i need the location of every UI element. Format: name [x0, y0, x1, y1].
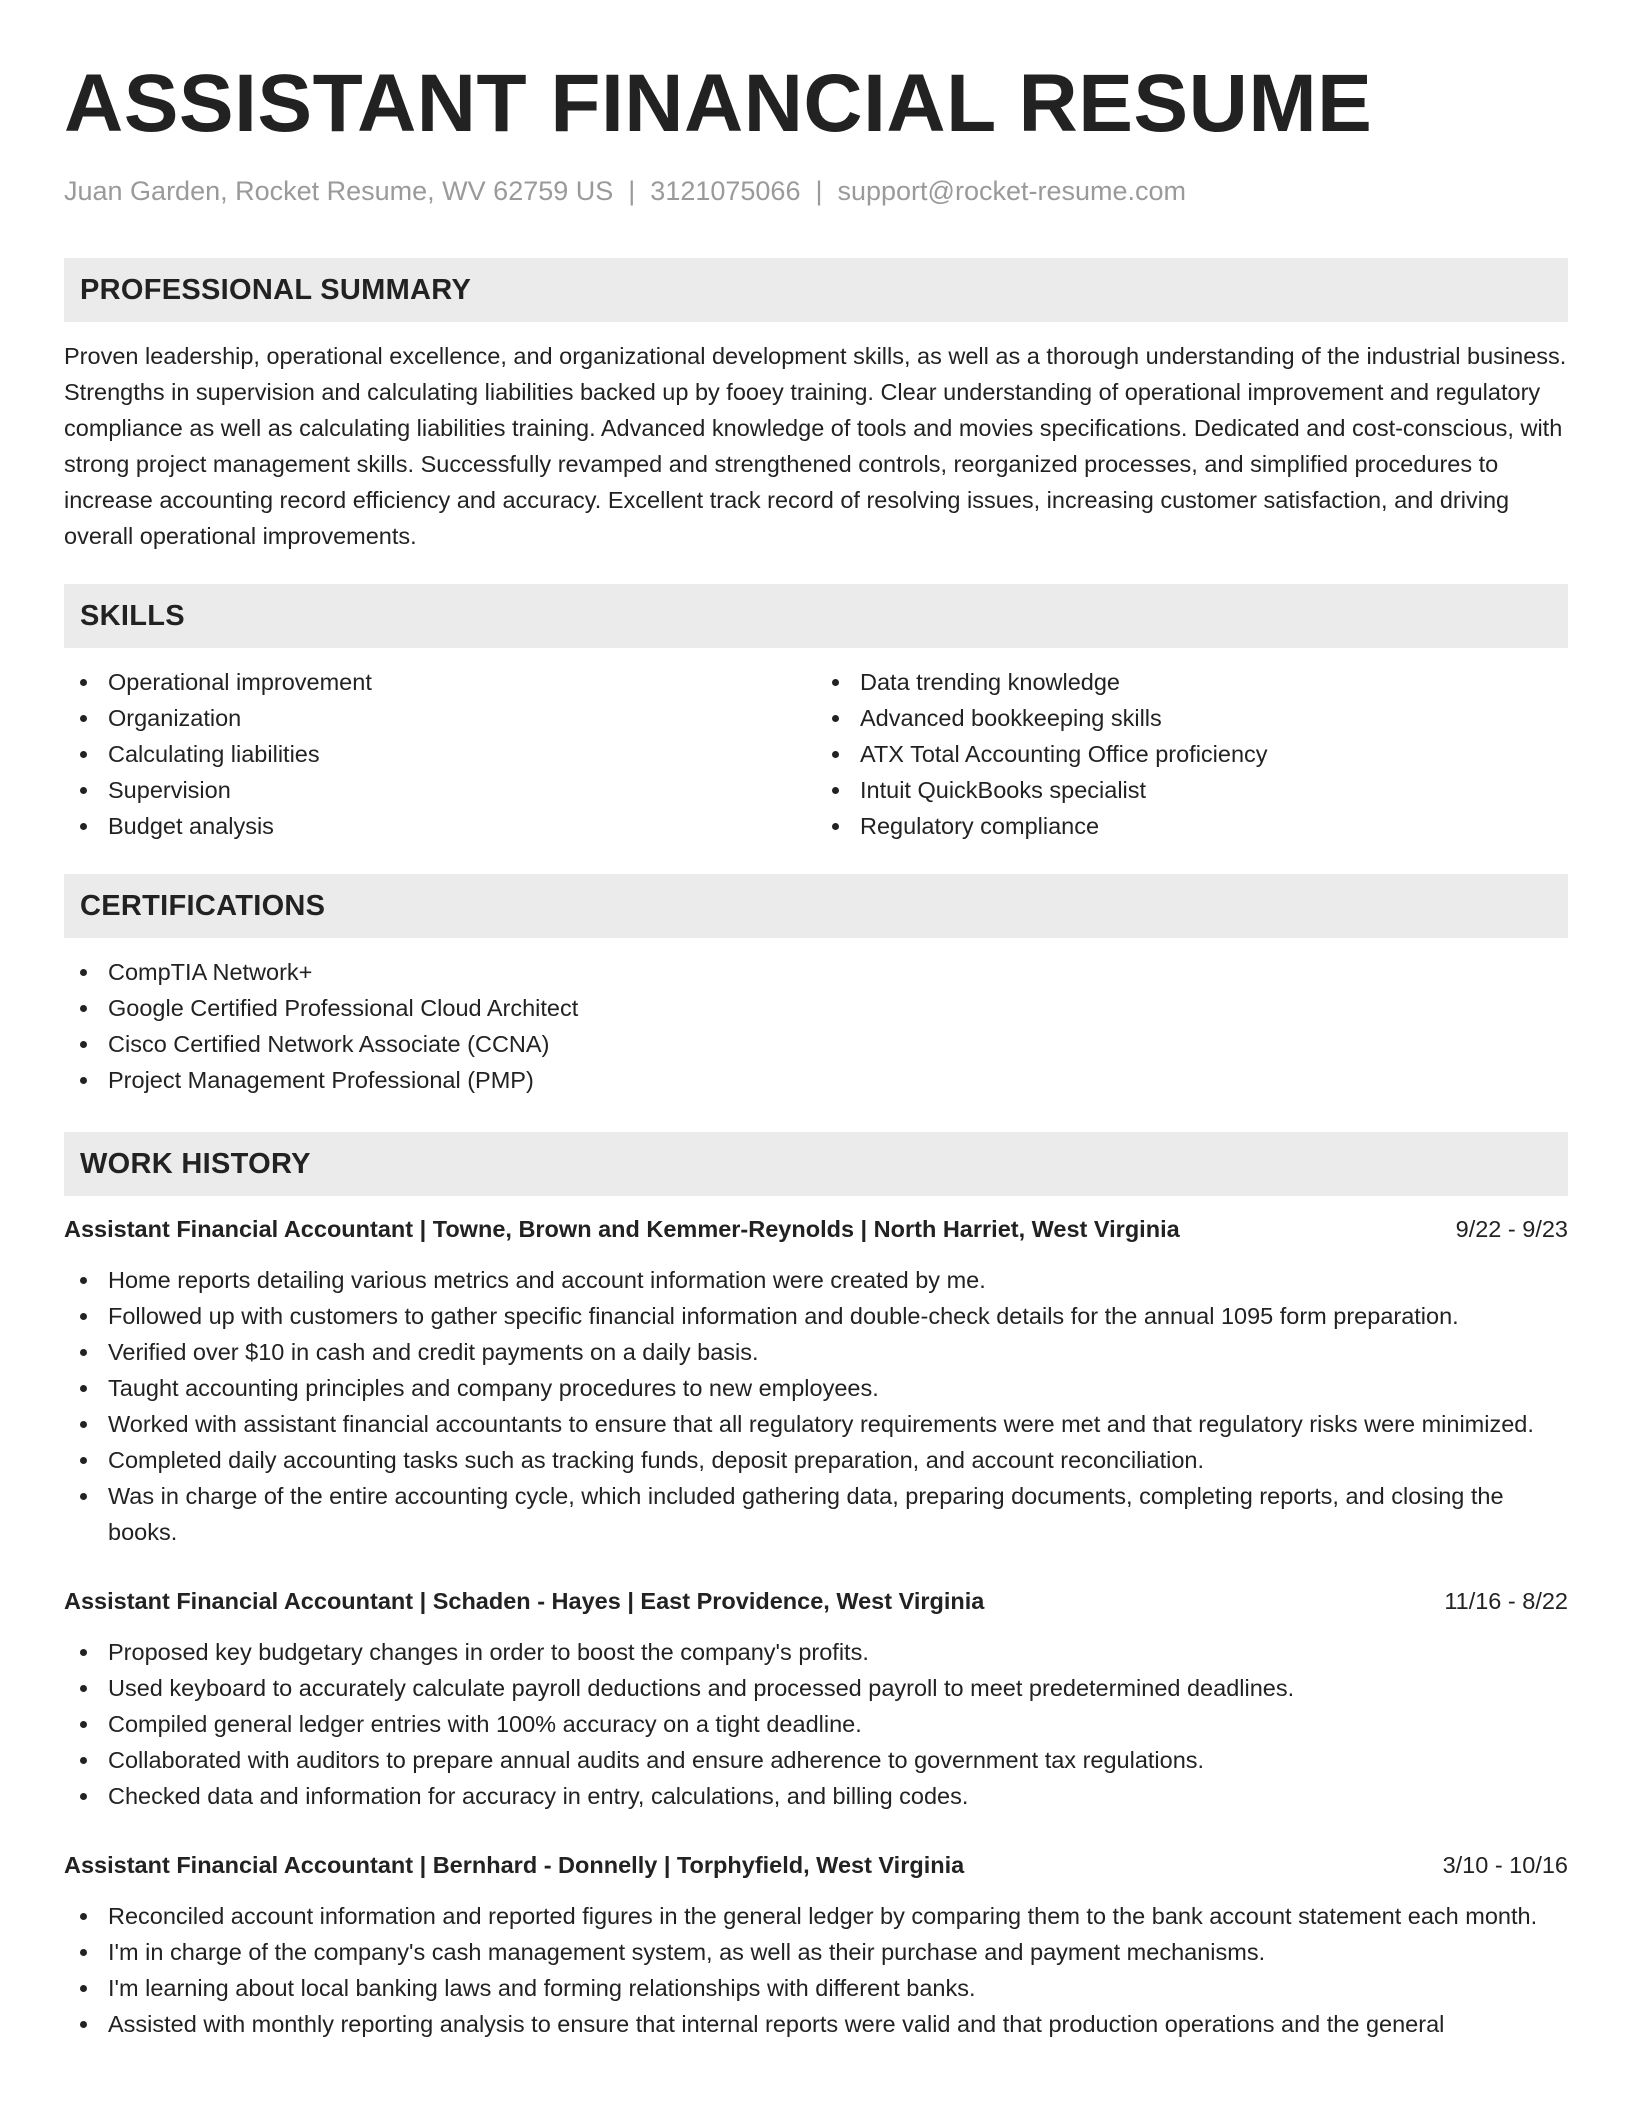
contact-separator: | [815, 176, 823, 206]
skill-item: Budget analysis [64, 808, 816, 844]
job-header [64, 1212, 1568, 1246]
job-bullets [64, 1634, 1568, 1814]
job-header [64, 1584, 1568, 1618]
skill-item: Data trending knowledge [816, 664, 1568, 700]
skill-item: Advanced bookkeeping skills [816, 700, 1568, 736]
job-title: Assistant Financial Accountant | Schaden - Hayes | East Providence, West Virginia [64, 1588, 985, 1614]
job-title: Assistant Financial Accountant | Towne, Brown and Kemmer-Reynolds | North Harriet, West Virginia [64, 1216, 1180, 1242]
skills-list-left [64, 664, 816, 844]
contact-line [64, 174, 1568, 208]
job-header [64, 1848, 1568, 1882]
job-dates: 11/16 - 8/22 [1444, 1588, 1568, 1614]
job-entry [64, 1212, 1568, 1550]
skill-item: Operational improvement [64, 664, 816, 700]
job-bullet: I'm learning about local banking laws and forming relationships with different banks. [64, 1970, 1568, 2006]
job-bullet: Reconciled account information and reported figures in the general ledger by comparing them to the bank account statement each month. [64, 1898, 1568, 1934]
job-entry [64, 1584, 1568, 1814]
section-heading-summary: PROFESSIONAL SUMMARY [64, 258, 1568, 322]
contact-email: support@rocket-resume.com [837, 176, 1187, 206]
job-bullet: Was in charge of the entire accounting cycle, which included gathering data, preparing documents, completing reports, and closing the books. [64, 1478, 1568, 1550]
certification-item: Cisco Certified Network Associate (CCNA) [64, 1026, 1568, 1062]
job-bullet: Used keyboard to accurately calculate payroll deductions and processed payroll to meet predetermined deadlines. [64, 1670, 1568, 1706]
section-heading-certifications: CERTIFICATIONS [64, 874, 1568, 938]
contact-separator: | [628, 176, 636, 206]
skill-item: Intuit QuickBooks specialist [816, 772, 1568, 808]
job-bullet: Compiled general ledger entries with 100% accuracy on a tight deadline. [64, 1706, 1568, 1742]
job-bullet: Assisted with monthly reporting analysis to ensure that internal reports were valid and that production operations and the general [64, 2006, 1568, 2042]
section-heading-work-history: WORK HISTORY [64, 1132, 1568, 1196]
skills-list-right [816, 664, 1568, 844]
job-bullet: Checked data and information for accuracy in entry, calculations, and billing codes. [64, 1778, 1568, 1814]
contact-phone: 3121075066 [650, 176, 801, 206]
job-bullet: I'm in charge of the company's cash management system, as well as their purchase and payment mechanisms. [64, 1934, 1568, 1970]
summary-text: Proven leadership, operational excellence, and organizational development skills, as well as a thorough understanding of the industrial business. Strengths in supervision and calculating liabilities backed up by fooey training. Clear understanding of operational improvement and regulatory compliance as well as calculating liabilities training. Advanced knowledge of tools and movies specifications. Dedicated and cost-conscious, with strong project management skills. Successfully revamped and strengthened controls, reorganized processes, and simplified procedures to increase accounting record efficiency and accuracy. Excellent track record of resolving issues, increasing customer satisfaction, and driving overall operational improvements. [64, 343, 1567, 549]
job-entry [64, 1848, 1568, 2042]
job-bullet: Verified over $10 in cash and credit payments on a daily basis. [64, 1334, 1568, 1370]
job-bullet: Followed up with customers to gather specific financial information and double-check details for the annual 1095 form preparation. [64, 1298, 1568, 1334]
job-dates: 3/10 - 10/16 [1442, 1852, 1568, 1878]
section-heading-skills: SKILLS [64, 584, 1568, 648]
certifications-list [64, 954, 1568, 1098]
job-bullets [64, 1898, 1568, 2042]
skill-item: Calculating liabilities [64, 736, 816, 772]
job-bullet: Worked with assistant financial accountants to ensure that all regulatory requirements were met and that regulatory risks were minimized. [64, 1406, 1568, 1442]
certification-item: Google Certified Professional Cloud Architect [64, 990, 1568, 1026]
skill-item: ATX Total Accounting Office proficiency [816, 736, 1568, 772]
certification-item: Project Management Professional (PMP) [64, 1062, 1568, 1098]
job-bullets [64, 1262, 1568, 1550]
skill-item: Organization [64, 700, 816, 736]
job-bullet: Taught accounting principles and company procedures to new employees. [64, 1370, 1568, 1406]
skills-grid [64, 664, 1568, 844]
resume-title: ASSISTANT FINANCIAL RESUME [64, 58, 1373, 149]
job-bullet: Collaborated with auditors to prepare annual audits and ensure adherence to government tax regulations. [64, 1742, 1568, 1778]
job-bullet: Home reports detailing various metrics and account information were created by me. [64, 1262, 1568, 1298]
job-bullet: Completed daily accounting tasks such as tracking funds, deposit preparation, and account reconciliation. [64, 1442, 1568, 1478]
skill-item: Regulatory compliance [816, 808, 1568, 844]
skill-item: Supervision [64, 772, 816, 808]
job-dates: 9/22 - 9/23 [1455, 1216, 1568, 1242]
job-title: Assistant Financial Accountant | Bernhard - Donnelly | Torphyfield, West Virginia [64, 1852, 965, 1878]
job-bullet: Proposed key budgetary changes in order to boost the company's profits. [64, 1634, 1568, 1670]
contact-address: Juan Garden, Rocket Resume, WV 62759 US [64, 176, 614, 206]
certification-item: CompTIA Network+ [64, 954, 1568, 990]
